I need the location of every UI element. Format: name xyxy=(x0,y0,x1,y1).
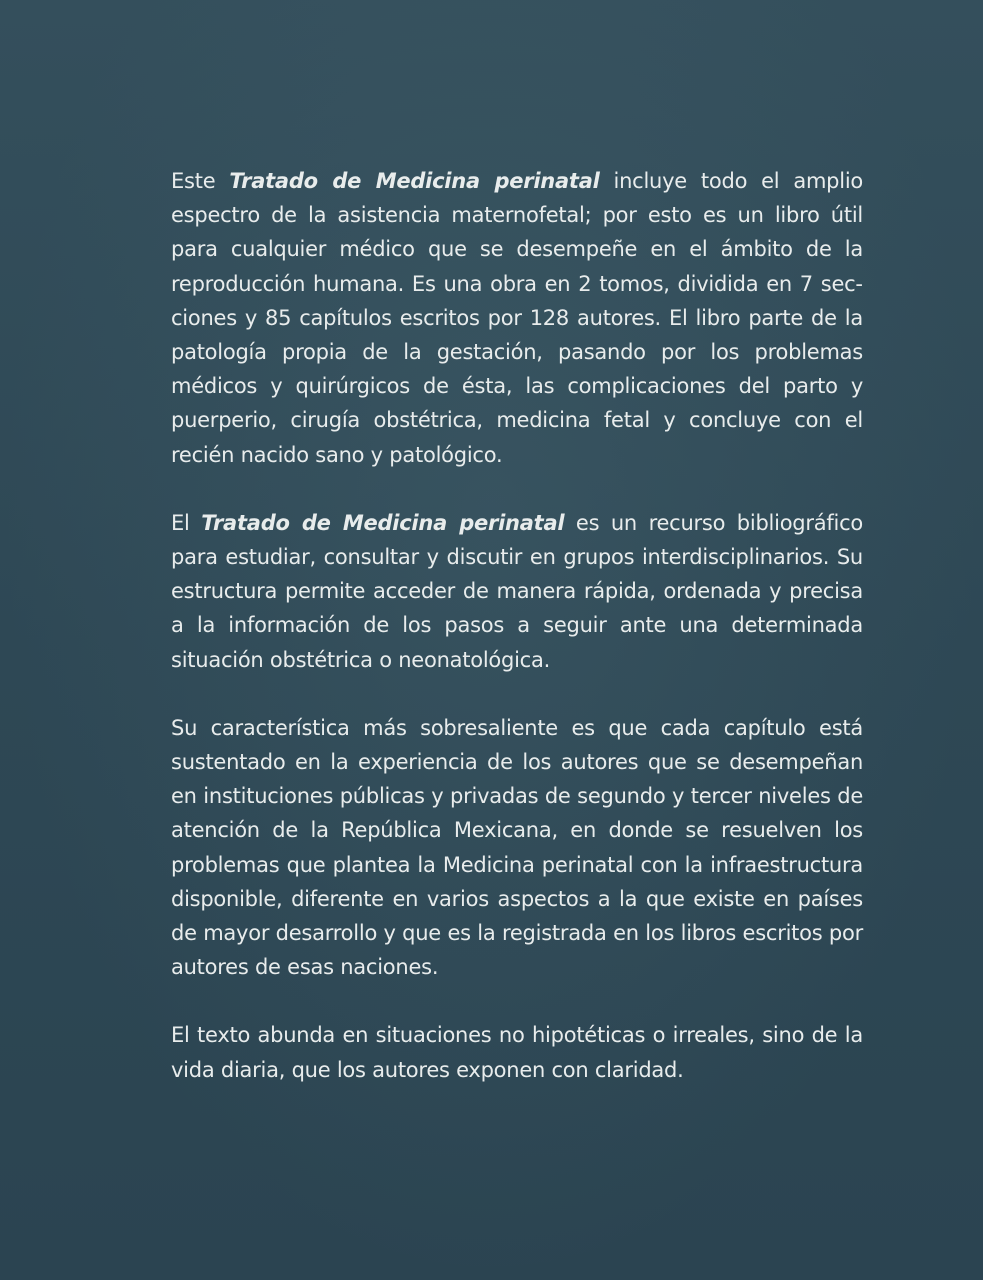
book-title-emphasis: Tratado de Medicina perinatal xyxy=(229,169,600,193)
paragraph-1-body: incluye todo el amplio espectro de la asistencia maternofetal; por esto es un libro útil para cualquier médico que se desempeñe en el ámbito de la reproducción humana. Es una obra en 2 tomos, dividida en 7 secciones y 85 capítulos escritos por 128 autores. El libro parte de la patología propia de la gestación, pasando por los problemas médicos y quirúrgicos de ésta, las complicaciones del parto y puerperio, cirugía obstétrica, medicina fetal y concluye con el recién nacido sano y patológico. xyxy=(171,169,863,467)
paragraph-4: El texto abunda en situaciones no hipotéticas o irreales, sino de la vida diaria, que los autores exponen con claridad. xyxy=(171,1023,863,1082)
paragraph-2-lead: El xyxy=(171,510,202,535)
paragraph-2 xyxy=(171,506,863,677)
book-title-emphasis: Tratado de Medicina perinatal xyxy=(201,510,565,535)
synopsis-text xyxy=(171,164,863,1121)
paragraph-3: Su característica más sobresaliente es que cada capítulo está sustentado en la experiencia de los autores que se desempeñan en instituciones públicas y privadas de segundo y tercer niveles de atención de la República Mexicana, en donde se resuelven los problemas que plantea la Medicina perinatal con la infraestructura disponible, diferente en varios aspectos a la que existe en países de mayor desarrollo y que es la registrada en los libros escritos por autores de esas naciones. xyxy=(171,715,863,980)
paragraph-1 xyxy=(171,164,863,472)
paragraph-1-lead: Este xyxy=(171,169,230,193)
paragraph-2-body: es un recurso bibliográfico para estudiar, consultar y discutir en grupos interdisciplinarios. Su estructura permite acceder de manera rápida, ordenada y precisa a la información de los pasos a seguir ante una determinada situación obstétrica o neonatológica. xyxy=(171,510,863,672)
